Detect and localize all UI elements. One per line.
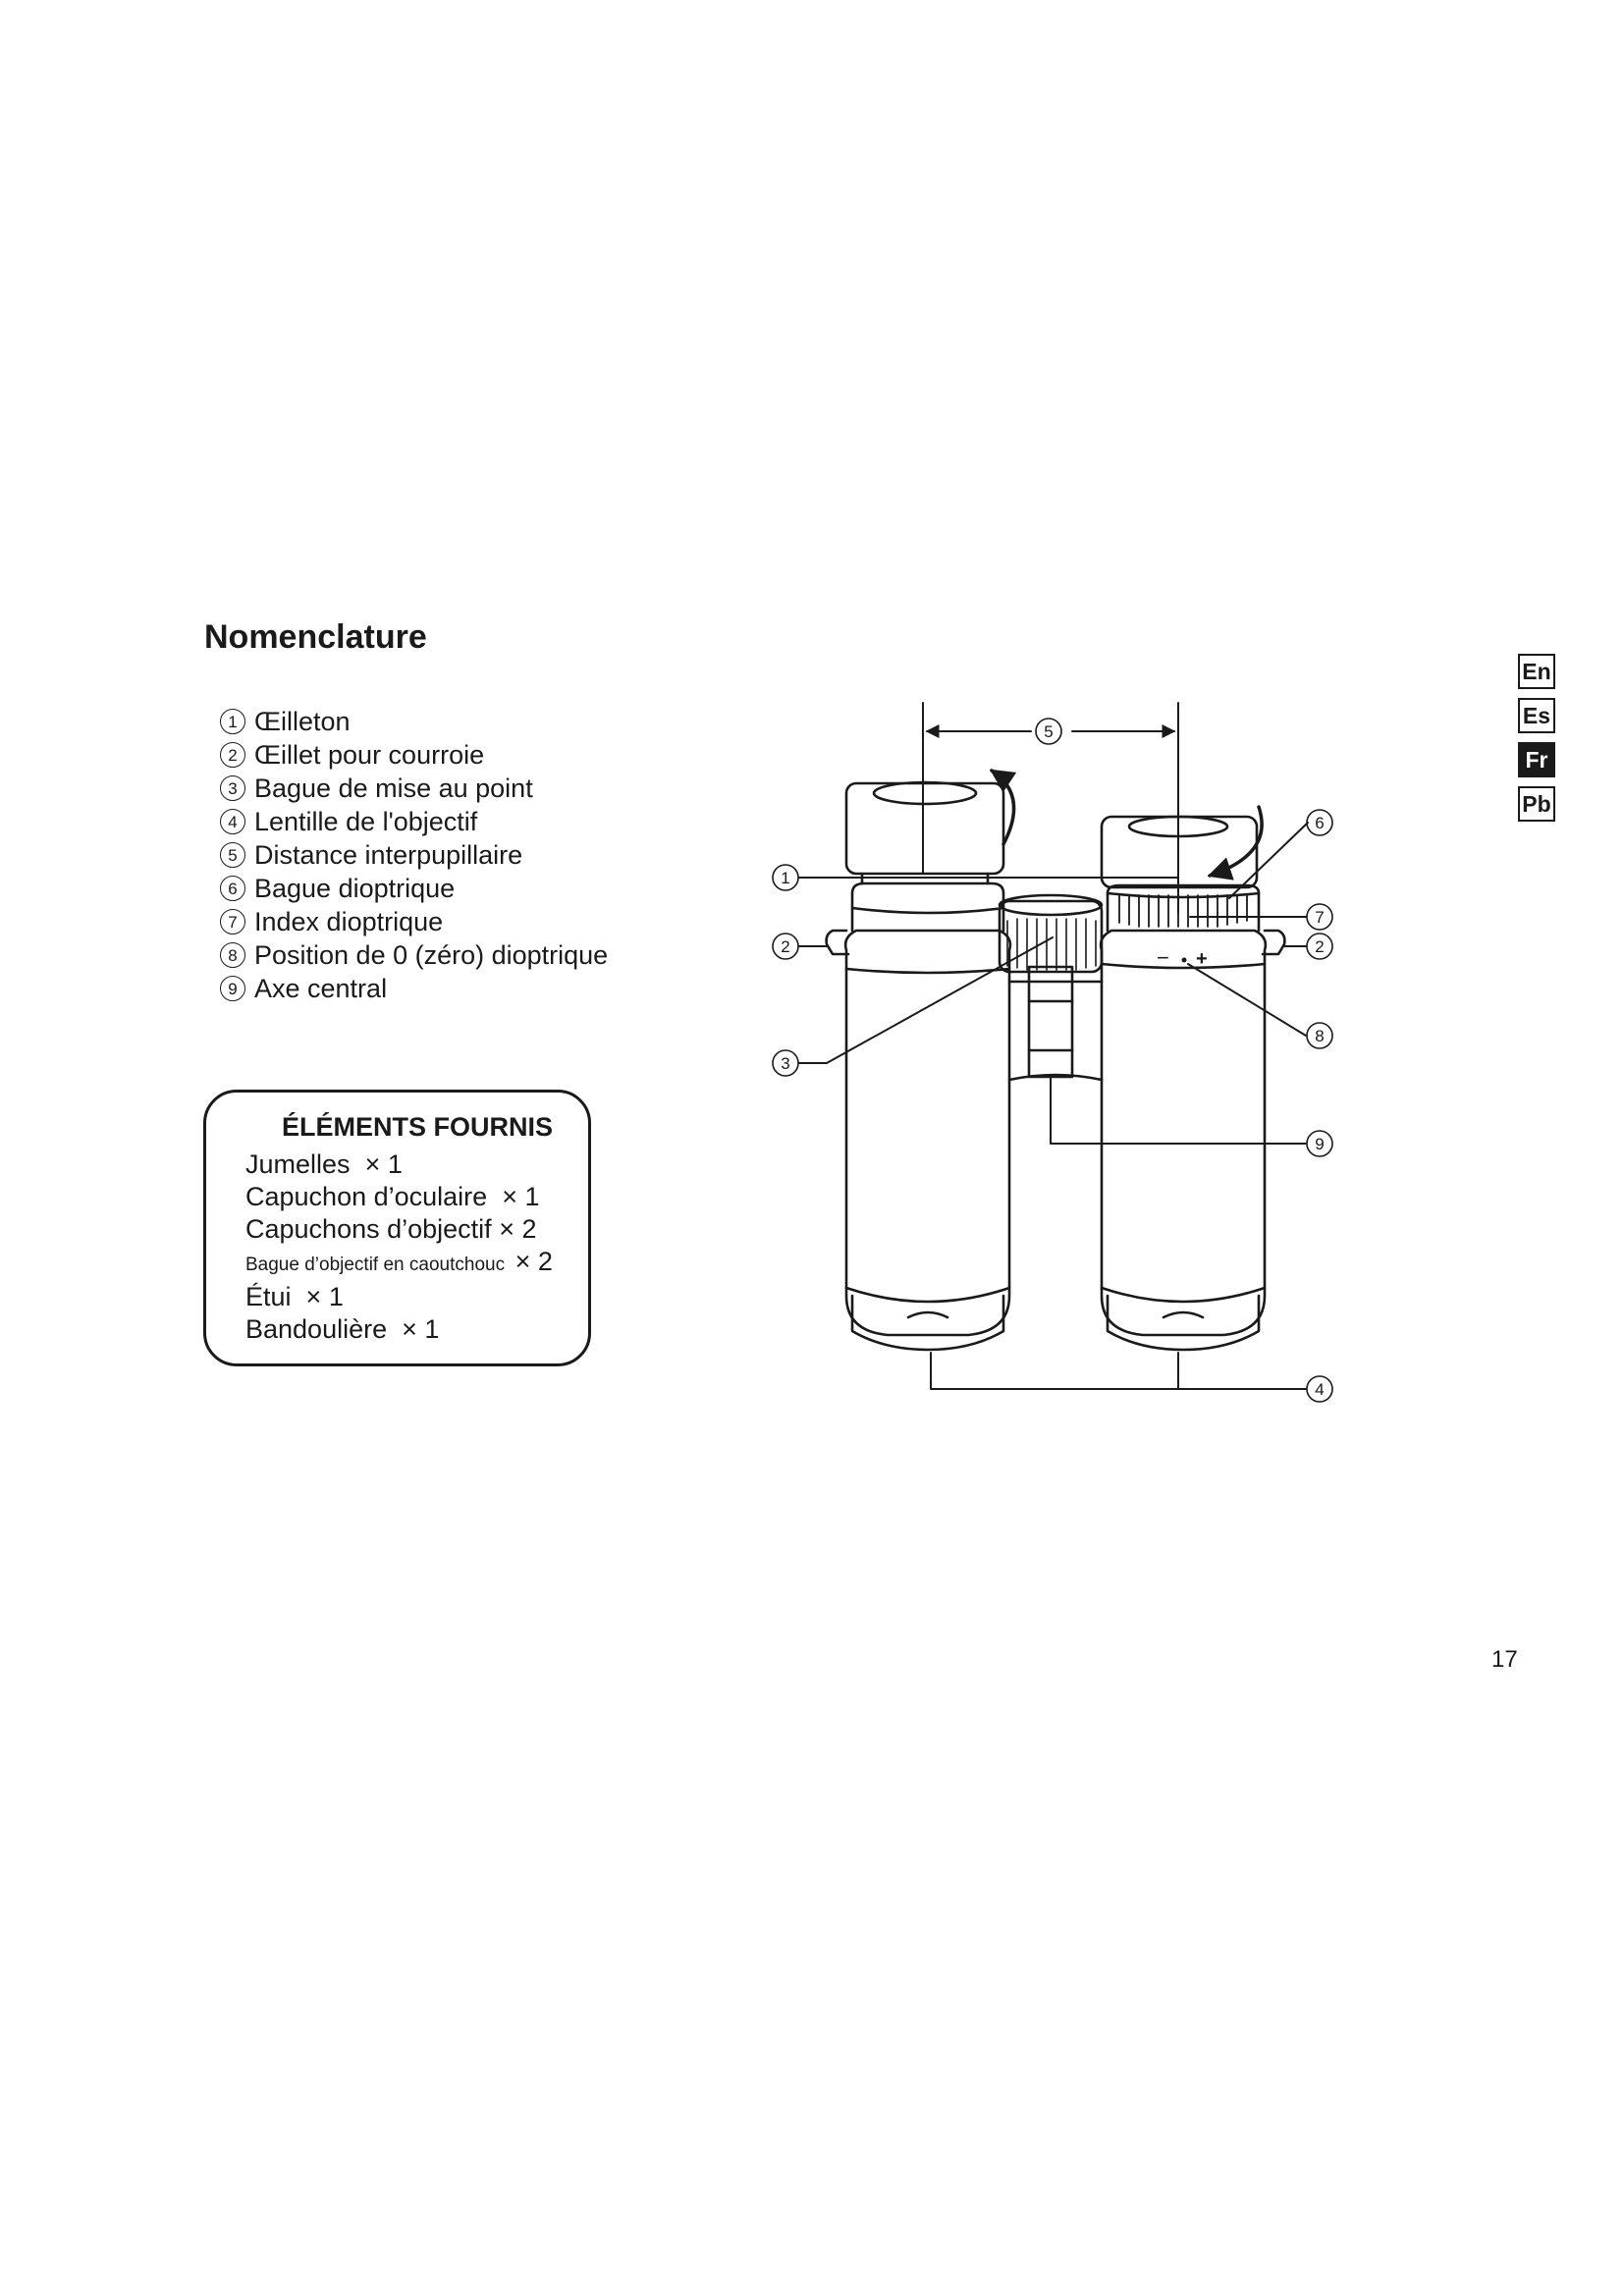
list-item	[220, 972, 608, 1005]
diopter-minus-sign: −	[1157, 945, 1169, 970]
list-item	[245, 1281, 588, 1313]
callout-number: 3	[220, 775, 245, 801]
page-title: Nomenclature	[204, 618, 427, 656]
callout-3: 3	[781, 1054, 790, 1073]
language-tabs	[1518, 654, 1555, 830]
list-item	[220, 905, 608, 938]
item-label: Distance interpupillaire	[254, 840, 523, 870]
item-name: Bague d’objectif en caoutchouc	[245, 1255, 506, 1275]
item-label: Lentille de l'objectif	[254, 807, 478, 836]
nomenclature-list	[220, 705, 608, 1005]
diopter-ring-knurling	[1119, 895, 1247, 927]
item-qty: × 2	[514, 1247, 553, 1276]
item-label: Bague dioptrique	[254, 874, 456, 903]
callout-number: 9	[220, 976, 245, 1001]
zero-diopter-dot	[1182, 958, 1187, 963]
list-item	[220, 705, 608, 738]
callout-2-left: 2	[781, 937, 790, 956]
list-item	[245, 1313, 588, 1346]
supplied-items-list	[245, 1148, 588, 1346]
callout-number: 8	[220, 942, 245, 968]
item-qty: × 1	[502, 1182, 540, 1211]
callout-number: 6	[220, 876, 245, 901]
list-item	[220, 805, 608, 838]
callout-8: 8	[1315, 1027, 1325, 1045]
focus-knob-knurling	[1007, 919, 1096, 970]
item-name: Étui	[245, 1282, 292, 1311]
list-item	[245, 1213, 588, 1246]
item-name: Capuchon d’oculaire	[245, 1182, 488, 1211]
language-tab-es[interactable]: Es	[1518, 698, 1555, 733]
item-label: Index dioptrique	[254, 907, 444, 936]
right-barrel	[1101, 817, 1284, 1350]
list-item	[220, 772, 608, 805]
list-item	[220, 872, 608, 905]
callout-7: 7	[1315, 908, 1325, 927]
page-number: 17	[1491, 1646, 1518, 1673]
list-item	[220, 738, 608, 772]
list-item	[245, 1148, 588, 1181]
callout-4: 4	[1315, 1380, 1325, 1399]
item-name: Jumelles	[245, 1149, 351, 1179]
supplied-items-box	[203, 1090, 591, 1366]
item-label: Bague de mise au point	[254, 774, 533, 803]
callout-number: 5	[220, 842, 245, 868]
callout-leader-lines	[799, 823, 1308, 1389]
item-label: Œillet pour courroie	[254, 740, 485, 770]
callout-1: 1	[781, 869, 790, 887]
callout-number: 7	[220, 909, 245, 934]
item-label: Axe central	[254, 974, 388, 1003]
item-name: Capuchons d’objectif	[245, 1214, 492, 1244]
item-qty: × 1	[364, 1149, 403, 1179]
list-item	[220, 938, 608, 972]
diopter-plus-sign: +	[1196, 948, 1208, 970]
binoculars-diagram	[746, 687, 1375, 1414]
item-qty: × 2	[499, 1214, 537, 1244]
item-label: Position de 0 (zéro) dioptrique	[254, 940, 609, 970]
list-item	[245, 1246, 588, 1281]
callout-number: 1	[220, 709, 245, 734]
item-qty: × 1	[305, 1282, 344, 1311]
callout-9: 9	[1315, 1135, 1325, 1153]
item-qty: × 1	[402, 1314, 440, 1344]
list-item	[245, 1181, 588, 1213]
central-axis	[1000, 895, 1102, 1080]
left-barrel	[827, 782, 1010, 1350]
callout-5: 5	[1044, 722, 1054, 741]
item-name: Bandoulière	[245, 1314, 388, 1344]
callout-markers	[773, 719, 1332, 1402]
language-tab-en[interactable]: En	[1518, 654, 1555, 689]
item-label: Œilleton	[254, 707, 351, 736]
callout-number: 2	[220, 742, 245, 768]
list-item	[220, 838, 608, 872]
language-tab-pb[interactable]: Pb	[1518, 786, 1555, 822]
callout-6: 6	[1315, 814, 1325, 832]
language-tab-fr[interactable]: Fr	[1518, 742, 1555, 777]
callout-2-right: 2	[1315, 937, 1325, 956]
supplied-items-title: ÉLÉMENTS FOURNIS	[282, 1112, 554, 1142]
callout-number: 4	[220, 809, 245, 834]
